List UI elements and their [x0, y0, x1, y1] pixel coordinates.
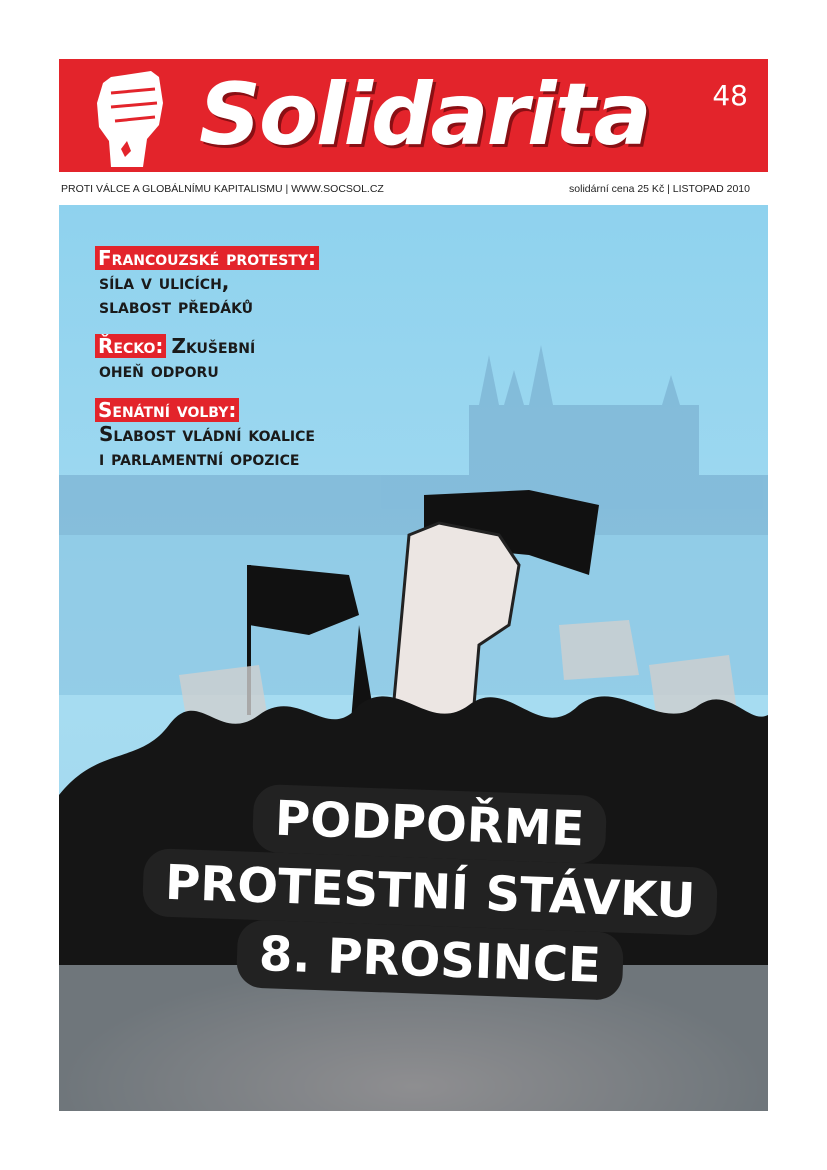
headline-inline: Zkušební	[171, 334, 256, 358]
strike-banner	[120, 790, 740, 994]
banner-line: PODPOŘME	[252, 784, 607, 864]
masthead	[59, 59, 768, 172]
headline-3[interactable]	[95, 398, 415, 470]
headline-2[interactable]	[95, 334, 415, 382]
headline-1[interactable]	[95, 246, 415, 318]
masthead-title: Solidarita	[199, 65, 650, 165]
headline-line: i parlamentní opozice	[99, 446, 300, 470]
headline-line: oheň odporu	[99, 358, 219, 382]
banner-line: 8. PROSINCE	[236, 919, 624, 1000]
cover-headlines	[95, 246, 415, 486]
headline-kicker: Francouzské protesty:	[95, 246, 319, 270]
masthead-subline	[59, 180, 768, 198]
tagline: PROTI VÁLCE A GLOBÁLNÍMU KAPITALISMU | WWW.SOCSOL.CZ	[61, 183, 384, 195]
price-date: solidární cena 25 Kč | LISTOPAD 2010	[569, 183, 750, 195]
headline-kicker: Řecko:	[95, 334, 166, 358]
headline-line: Slabost vládní koalice	[99, 422, 315, 446]
headline-line: síla v ulicích,	[99, 270, 230, 294]
banner-line: PROTESTNÍ STÁVKU	[142, 848, 719, 936]
issue-number: 48	[712, 79, 748, 112]
fist-logo-icon	[81, 63, 179, 171]
headline-line: slabost předáků	[99, 294, 254, 318]
headline-kicker: Senátní volby:	[95, 398, 239, 422]
